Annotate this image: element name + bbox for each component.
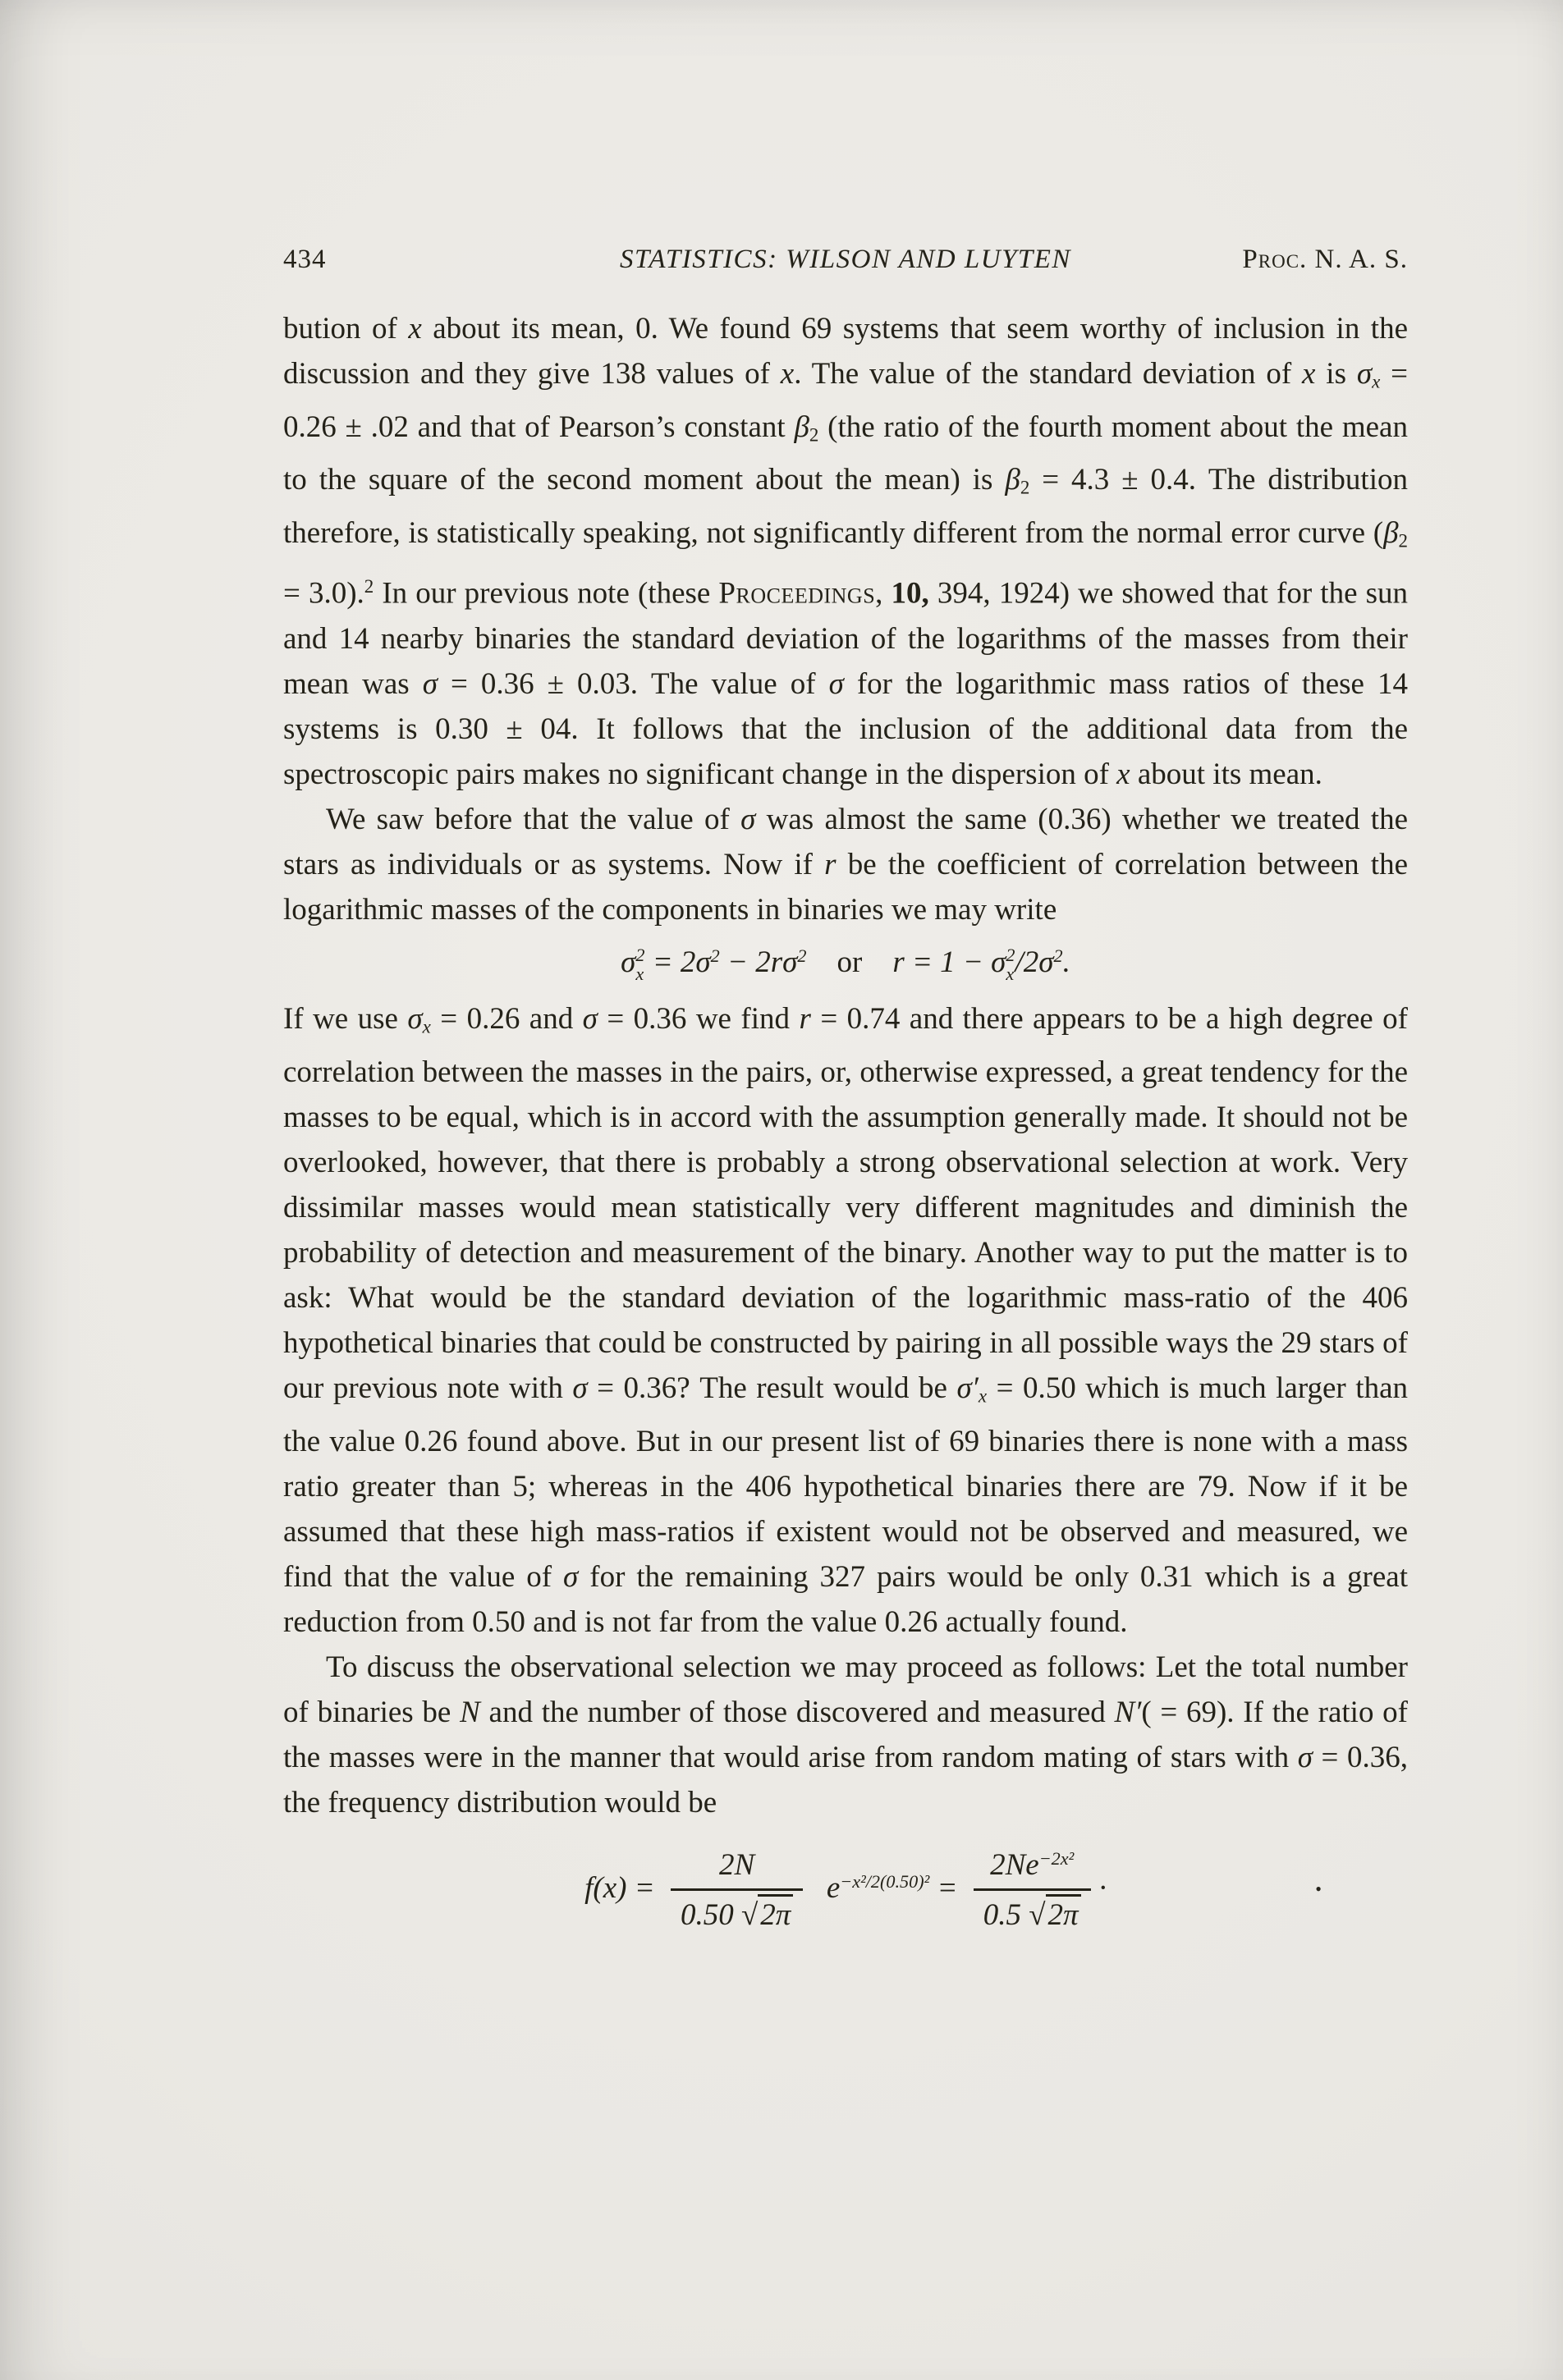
text-run-i: β bbox=[1005, 463, 1020, 497]
text-run-sc: Proceedings bbox=[718, 576, 876, 611]
text-run-i: σ bbox=[572, 1371, 588, 1406]
paragraph-3: If we use σx = 0.26 and σ = 0.36 we find r = 0.74 and there appears to be a high degree of correlation between the masses in the pairs, or, otherwise expressed, a great tendency for the masses to be equal, which is in accord with the assumption generally made. It should not be overlooked, however, that there is probably a strong observational selection at work. Very dissimilar masses would mean statistically very different magnitudes and diminish the probability of detection and measurement of the binary. Another way to put the matter is to ask: What would be the standard deviation of the logarithmic mass-ratio of the 406 hypothetical binaries that could be constructed by pairing in all possible ways the 29 stars of our previous note with σ = 0.36? The result would be σ′x = 0.50 which is much larger than the value 0.26 found above. But in our present list of 69 binaries there is none with a mass ratio greater than 5; whereas in the 406 hypothetical binaries there are 79. Now if it be assumed that these high mass-ratios if existent would not be observed and measured, we find that the value of σ for the remaining 327 pairs would be only 0.31 which is a great reduction from 0.50 and is not far from the value 0.26 actually found. bbox=[283, 1002, 1408, 1639]
text-run-sub: 2 bbox=[809, 424, 819, 446]
text-run-i: σ bbox=[828, 666, 844, 701]
text-run-i: β bbox=[794, 410, 809, 444]
text-run-i: r bbox=[824, 847, 837, 881]
equation-1: σ 2 x = $2\sigma^2 - 2r\sigma^2$ or r = 1 − σ 2 x $/2\sigma^2$. bbox=[621, 944, 1070, 985]
text-run-i: σ bbox=[422, 666, 438, 701]
text-run-subi: x bbox=[1372, 371, 1381, 392]
text-run-subi: x bbox=[422, 1017, 431, 1038]
paragraph-1: bution of x about its mean, 0. We found 69 systems that seem worthy of inclusion in the discussion and they give 138 values of x. The value of the standard deviation of x is σx = 0.26 ± .02 and that of Pearson’s constant β2 (the ratio of the fourth moment about the mean to the square of the second moment about the mean) is β2 = 4.3 ± 0.4. The distribution therefore, is statistically speaking, not significantly different from the normal error curve (β2 = 3.0).$^2$ In our previous note (these Proceedings, 10, 394, 1924) we showed that for the sun and 14 nearby binaries the standard deviation of the logarithms of the masses from their mean was σ = 0.36 ± 0.03. The value of σ for the logarithmic mass ratios of these 14 systems is 0.30 ± 04. It follows that the inclusion of the additional data from the spectroscopic pairs makes no significant change in the dispersion of x about its mean. bbox=[283, 312, 1408, 791]
equation-2: • f(x) = $\frac{2N}{0.50 √2\pi}$ $e^{-x^2/2(0.50)^2}$ = $\frac{2Ne^{-2x^2}}{0.5 √2\pi}$ · bbox=[584, 1847, 1322, 1933]
journal-name: Proc. N. A. S. bbox=[1242, 245, 1408, 274]
text-run-sub: 2 bbox=[1398, 530, 1408, 552]
text-run-b: 10, bbox=[891, 576, 929, 611]
text-run-i: σ bbox=[407, 1002, 423, 1037]
text-run-i: σ bbox=[1297, 1740, 1313, 1774]
page-number: 434 bbox=[283, 245, 327, 274]
text-run-i: N bbox=[460, 1695, 480, 1729]
text-run-i: r bbox=[799, 1002, 811, 1037]
text-run-i: x bbox=[408, 312, 422, 346]
text-run-i: σ bbox=[1356, 357, 1373, 391]
paragraph-4: To discuss the observational selection we may proceed as follows: Let the total number of binaries be N and the number of those discovered and measured N′( = 69). If the ratio of the masses were in the manner that would arise from random mating of stars with σ = 0.36, the frequency distribution would be bbox=[283, 1650, 1409, 1819]
print-artifact-dot: • bbox=[1315, 1878, 1322, 1899]
text-run-i: σ bbox=[740, 802, 756, 836]
text-run-sup: 2 bbox=[364, 575, 374, 597]
text-run-i: β bbox=[1383, 516, 1399, 551]
running-head bbox=[283, 245, 1408, 275]
text-run-i: σ bbox=[582, 1002, 598, 1037]
text-run-subi: x bbox=[978, 1385, 988, 1407]
paragraph-2: We saw before that the value of σ was almost the same (0.36) whether we treated the stars as individuals or as systems. Now if r be the coefficient of correlation between the logarithmic masses of the components in binaries we may write bbox=[283, 802, 1408, 927]
text-run-sub: 2 bbox=[1020, 478, 1030, 499]
text-run-i: σ′ bbox=[956, 1371, 979, 1406]
text-run-i: x bbox=[1302, 357, 1316, 391]
text-run-i: x bbox=[780, 357, 795, 391]
running-title: STATISTICS: WILSON AND LUYTEN bbox=[620, 245, 1071, 274]
text-run-i: x bbox=[1116, 757, 1130, 791]
article-body bbox=[283, 306, 1408, 1934]
text-run-i: σ bbox=[563, 1559, 579, 1594]
text-run-i: N′ bbox=[1114, 1695, 1142, 1729]
